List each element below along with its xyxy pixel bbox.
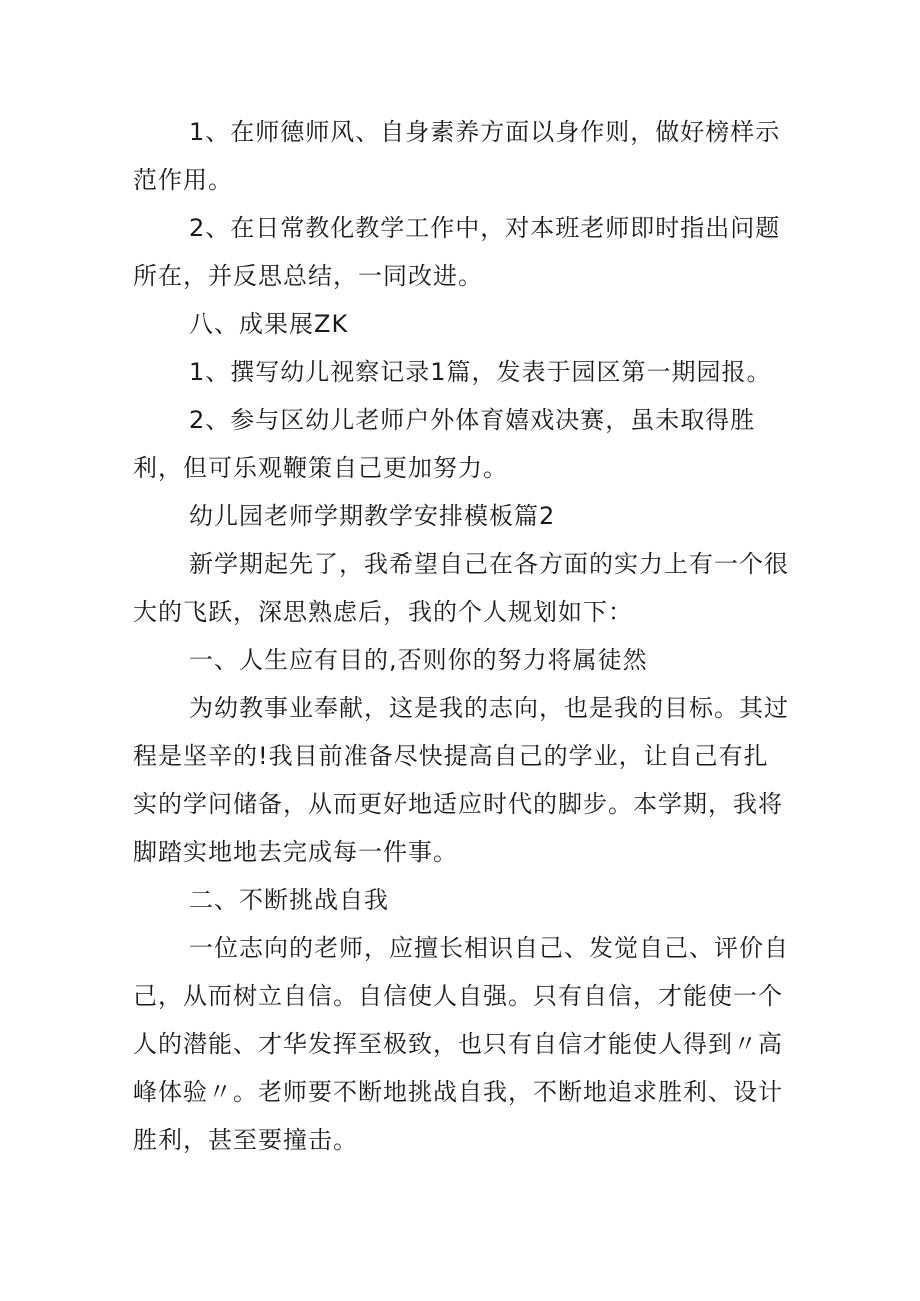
section-heading-goals: 一、人生应有目的,否则你的努力将属徒然 xyxy=(189,646,648,674)
paragraph-role-model: 1、在师德师风、自身素养方面以身作则，做好榜样示范作用。 xyxy=(133,118,781,194)
paragraph-dedication: 为幼教事业奉献，这是我的志向，也是我的目标。其过程是坚辛的!我目前准备尽快提高自己的学业，让自己有扎实的学问储备，从而更好地适应时代的脚步。本学期，我将脚踏实地地去完成每一件事。 xyxy=(133,694,789,866)
section-heading-challenge: 二、不断挑战自我 xyxy=(189,886,389,914)
paragraph-sports-contest: 2、参与区幼儿老师户外体育嬉戏决赛，虽未取得胜利，但可乐观鞭策自己更加努力。 xyxy=(133,406,756,482)
paragraph-self-confidence: 一位志向的老师，应擅长相识自己、发觉自己、评价自己，从而树立自信。自信使人自强。只有自信，才能使一个人的潜能、才华发挥至极致，也只有自信才能使人得到〃高峰体验〃。老师要不断地挑战自我，不断地追求胜利、设计胜利，甚至要撞击。 xyxy=(133,934,789,1154)
document-subtitle: 幼儿园老师学期教学安排模板篇2 xyxy=(189,502,556,530)
paragraph-teaching-guidance: 2、在日常教化教学工作中，对本班老师即时指出问题所在，并反思总结，一同改进。 xyxy=(133,214,781,290)
paragraph-new-semester: 新学期起先了，我希望自己在各方面的实力上有一个很大的飞跃，深思熟虑后，我的个人规划如下： xyxy=(133,550,789,626)
section-heading-results: 八、成果展ZK xyxy=(189,310,349,338)
paragraph-observation-record: 1、撰写幼儿视察记录1篇，发表于园区第一期园报。 xyxy=(189,358,772,386)
